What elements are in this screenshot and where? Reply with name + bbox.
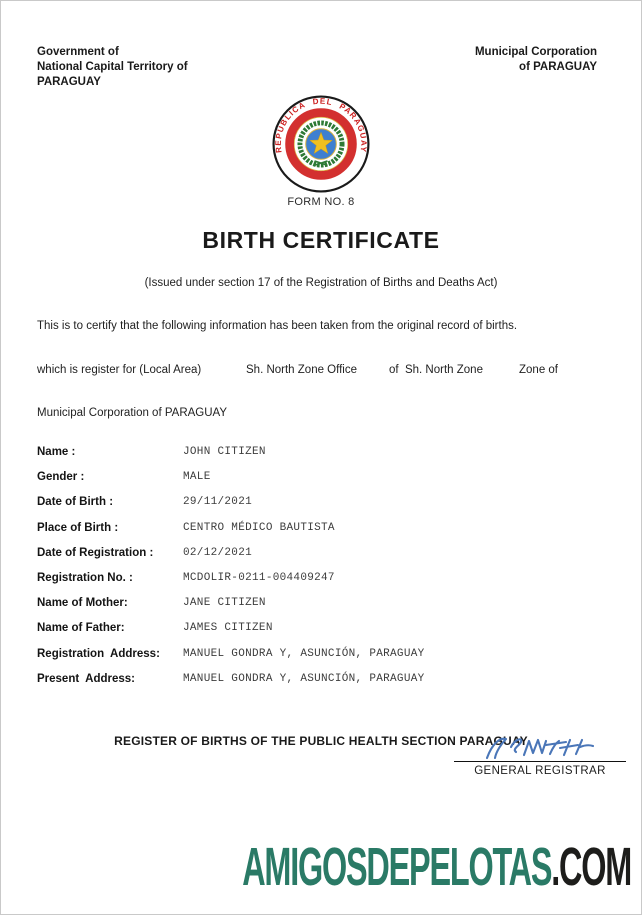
watermark-main: AMIGOSDEPELOTAS [242,837,552,897]
field-label: Gender : [37,471,85,484]
field-label: Name of Father: [37,622,125,635]
field-row-mother-name [37,597,641,622]
field-value: 29/11/2021 [183,496,253,509]
header-right-line: of PARAGUAY [519,61,597,73]
field-value: MCDOLIR-0211-004409247 [183,571,335,584]
certificate-fields [1,446,641,698]
header-left-line: PARAGUAY [37,76,101,88]
site-watermark [242,837,631,897]
issuing-authority-right [475,45,597,90]
field-label: Name of Mother: [37,597,128,610]
field-row-place-of-birth [37,522,641,547]
field-value: CENTRO MÉDICO BAUTISTA [183,521,335,534]
field-label: Name : [37,446,76,458]
field-row-name [37,446,641,471]
field-value: MANUEL GONDRA Y, ASUNCIÓN, PARAGUAY [183,672,425,685]
paraguay-coat-of-arms-icon [272,95,370,193]
field-label: Date of Birth : [37,496,114,509]
issuing-authority-left [37,45,188,90]
field-row-gender [37,471,641,496]
form-number: FORM NO. 8 [287,196,355,208]
field-value: MALE [183,471,211,484]
field-row-registration-no [37,572,641,597]
certificate-title: BIRTH CERTIFICATE [202,227,440,253]
field-row-registration-address [37,648,641,673]
signature-line [454,761,626,762]
field-value: JANE CITIZEN [183,597,266,610]
field-value: JOHN CITIZEN [183,446,266,458]
registrar-signature-icon [484,734,596,762]
register-zone-value: of Sh. North Zone [389,364,483,376]
emblem-ring-text: REPUBLICA DEL PARAGUAY [273,96,369,154]
signature-block [454,734,626,777]
field-value: JAMES CITIZEN [183,622,273,635]
certify-statement: This is to certify that the following information has been taken from the original record of births. [37,320,518,332]
register-office-value: Sh. North Zone Office [246,364,358,376]
field-label: Registration Address: [37,647,160,660]
register-corporation-line: Municipal Corporation of PARAGUAY [37,407,228,419]
field-label: Registration No. : [37,571,133,584]
general-registrar-label: GENERAL REGISTRAR [474,765,606,777]
header-left-line: Government of [37,46,119,58]
field-label: Present Address: [37,672,135,685]
field-value: 02/12/2021 [183,546,253,559]
register-line-label: which is register for (Local Area) [37,364,202,376]
register-zone-of-label: Zone of [519,364,558,376]
field-row-date-of-birth [37,496,641,521]
certificate-subtitle: (Issued under section 17 of the Registration of Births and Deaths Act) [144,277,498,289]
watermark-suffix: .COM [551,837,631,897]
field-label: Place of Birth : [37,521,119,534]
header-right-line: Municipal Corporation [474,46,597,58]
register-area-line [1,364,641,378]
header-left-line: National Capital Territory of [37,61,188,73]
field-row-father-name [37,622,641,647]
field-row-date-of-registration [37,547,641,572]
emblem-wrap [1,95,641,193]
register-of-births-heading: REGISTER OF BIRTHS OF THE PUBLIC HEALTH SECTION PARAGUAY [114,733,528,748]
field-value: MANUEL GONDRA Y, ASUNCIÓN, PARAGUAY [183,647,425,660]
field-row-present-address [37,673,641,698]
page-header [1,1,641,90]
field-label: Date of Registration : [37,546,154,559]
